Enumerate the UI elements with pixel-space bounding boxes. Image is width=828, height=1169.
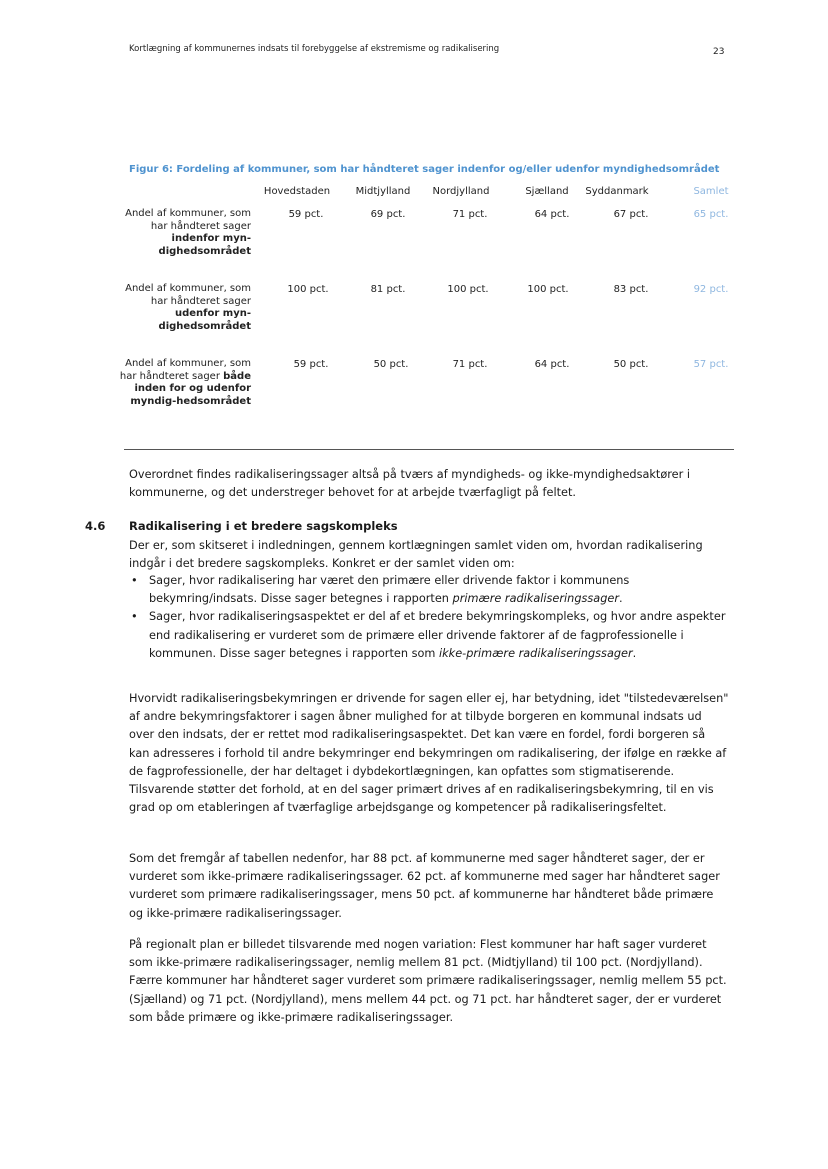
body-paragraph: Som det fremgår af tabellen nedenfor, har 88 pct. af kommunerne med sager håndteret sager, der er vurderet som ikke-primære radikaliseringssager. 62 pct. af kommunerne med sager har håndteret sager vurderet som primære radikaliseringssager, mens 50 pct. af kommunerne har håndteret både primære og ikke-primære radikaliseringssager. xyxy=(129,852,720,920)
table-cell: 100 pct. xyxy=(287,284,329,295)
table-cell: 50 pct. xyxy=(373,359,409,370)
row-label-indenfor: Andel af kommuner, som har håndteret sager indenfor myn-dighedsområdet xyxy=(125,208,251,257)
page-number: 23 xyxy=(713,47,725,57)
column-header-nordjylland: Nordjylland xyxy=(432,186,490,197)
table-cell-samlet: 92 pct. xyxy=(693,284,729,295)
table-cell-samlet: 57 pct. xyxy=(693,359,729,370)
column-header-sjaelland: Sjælland xyxy=(525,186,569,197)
section-number: 4.6 xyxy=(85,519,106,533)
body-paragraph: På regionalt plan er billedet tilsvarende med nogen variation: Flest kommuner har haft sager vurderet som ikke-primære radikaliseringssager, nemlig mellem 81 pct. (Midtjylland) til 100 pct. (Nordjylland). Færre kommuner har håndteret sager vurderet som primære radikaliseringssager, nemlig mellem 55 pct. (Sjælland) og 71 pct. (Nordjylland), mens mellem 44 pct. og 71 pct. har håndteret sager, der er vurderet som både primære og ikke-primære radikaliseringssager. xyxy=(129,938,727,1024)
column-header-syddanmark: Syddanmark xyxy=(585,186,649,197)
column-header-samlet: Samlet xyxy=(693,186,729,197)
column-header-hovedstaden: Hovedstaden xyxy=(263,186,331,197)
running-header-title: Kortlægning af kommunernes indsats til forebyggelse af ekstremisme og radikalisering xyxy=(129,44,500,54)
row-label-udenfor: Andel af kommuner, som har håndteret sager udenfor myn-dighedsområdet xyxy=(125,283,251,332)
table-cell: 83 pct. xyxy=(613,284,649,295)
table-cell: 100 pct. xyxy=(447,284,489,295)
bullet-list xyxy=(129,572,729,663)
table-cell: 81 pct. xyxy=(370,284,406,295)
table-cell: 59 pct. xyxy=(288,209,324,220)
section-title: Radikalisering i et bredere sagskompleks xyxy=(129,519,398,533)
intro-paragraph: Overordnet findes radikaliseringssager altså på tværs af myndigheds- og ikke-myndighedsaktører i kommunerne, og det understreger behovet for at arbejde tværfagligt på feltet. xyxy=(129,468,690,500)
table-cell: 69 pct. xyxy=(370,209,406,220)
table-cell: 67 pct. xyxy=(613,209,649,220)
list-item: • Sager, hvor radikaliseringsaspektet er del af et bredere bekymringskompleks, og hvor andre aspekter end radikalisering er vurderet som de primære eller drivende faktorer af de fagprofessionelle i kommunen. Disse sager betegnes i rapporten som ikke-primære radikaliseringssager. xyxy=(131,610,726,660)
figure-caption: Figur 6: Fordeling af kommuner, som har håndteret sager indenfor og/eller udenfor myndighedsområdet xyxy=(129,164,720,175)
table-cell-samlet: 65 pct. xyxy=(693,209,729,220)
table-bottom-rule xyxy=(124,449,734,450)
row-label-baade: Andel af kommuner, som har håndteret sager både inden for og udenfor myndig-hedsområdet xyxy=(119,358,251,407)
table-cell: 64 pct. xyxy=(534,209,570,220)
table-cell: 71 pct. xyxy=(452,359,488,370)
table-cell: 59 pct. xyxy=(293,359,329,370)
section-lead-paragraph: Der er, som skitseret i indledningen, gennem kortlægningen samlet viden om, hvordan radikalisering indgår i det bredere sagskompleks. Konkret er der samlet viden om: xyxy=(129,539,703,571)
table-cell: 64 pct. xyxy=(534,359,570,370)
column-header-midtjylland: Midtjylland xyxy=(355,186,411,197)
body-paragraph: Hvorvidt radikaliseringsbekymringen er drivende for sagen eller ej, har betydning, idet "tilstedeværelsen" af andre bekymringsfaktorer i sagen åbner mulighed for at tilbyde borgeren en kommunal indsats ud over den indsats, der er rettet mod radikaliseringsaspektet. Det kan være en fordel, fordi borgeren så kan adresseres i forhold til andre bekymringer end bekymringen om radikalisering, der ifølge en række af de fagprofessionelle, der har deltaget i dybdekortlægningen, kan opfattes som stigmatiserende. Tilsvarende støtter det forhold, at en del sager primært drives af en radikaliseringsbekymring, til en vis grad op om etableringen af tværfaglige arbejdsgange og kompetencer på radikaliseringsfeltet. xyxy=(129,692,729,815)
table-cell: 71 pct. xyxy=(452,209,488,220)
table-cell: 100 pct. xyxy=(527,284,569,295)
table-cell: 50 pct. xyxy=(613,359,649,370)
list-item: • Sager, hvor radikalisering har været den primære eller drivende faktor i kommunens bekymring/indsats. Disse sager betegnes i rapporten primære radikaliseringssager. xyxy=(131,574,630,606)
